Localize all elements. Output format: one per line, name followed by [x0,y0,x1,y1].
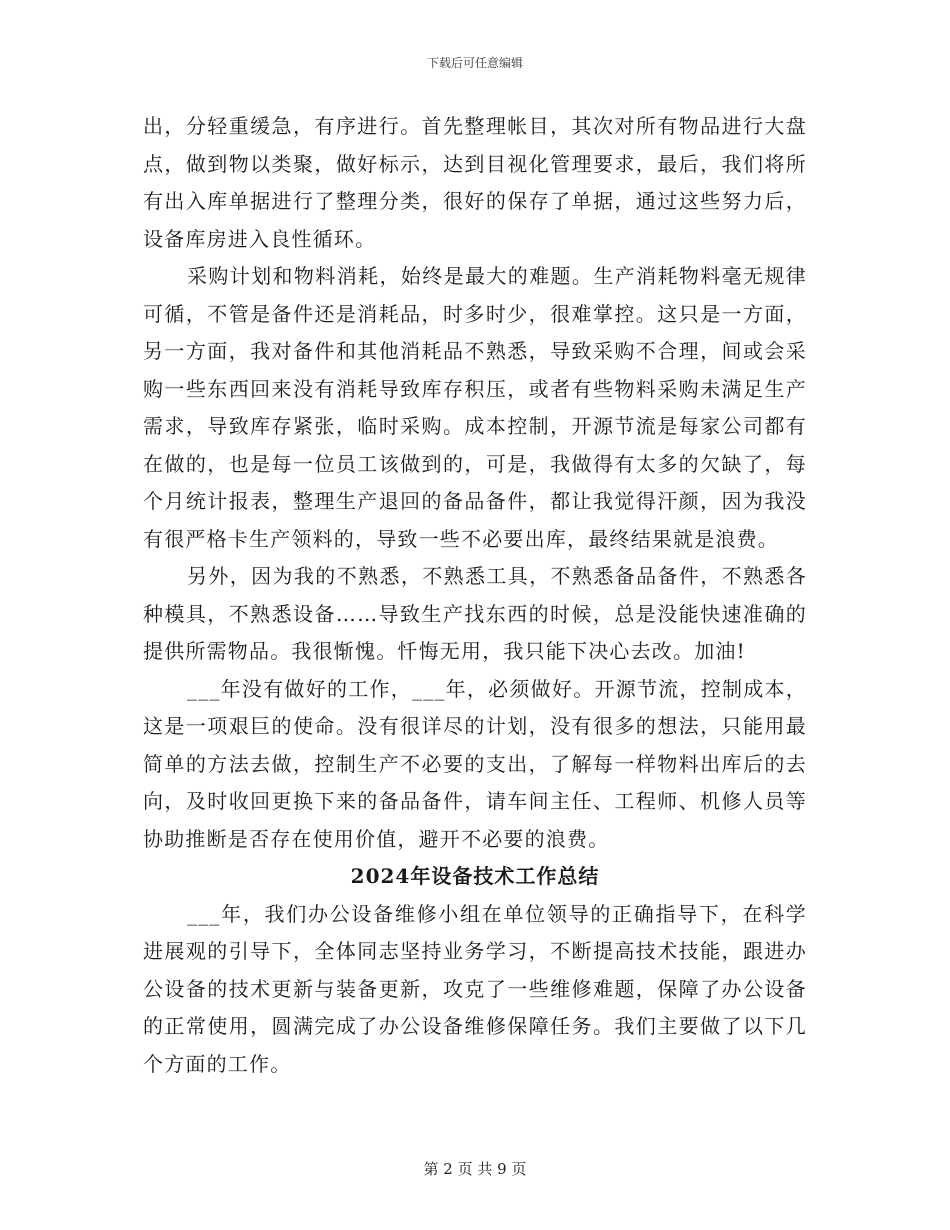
paragraph-unfamiliarity: 另外，因为我的不熟悉，不熟悉工具，不熟悉备品备件，不熟悉各种模具，不熟悉设备……导致生产找东西的时候，总是没能快速准确的提供所需物品。我很惭愧。忏悔无用，我只能下决心去改。加油! [143,564,807,663]
header-note: 下载后可任意编辑 [426,56,523,70]
paragraph-plan: ___年没有做好的工作，___年，必须做好。开源节流，控制成本，这是一项艰巨的使命。没有很详尽的计划，没有很多的想法，只能用最简单的方法去做，控制生产不必要的支出，了解每一样物料出库后的去向，及时收回更换下来的备品备件，请车间主任、工程师、机修人员等协助推断是否存在使用价值，避开不必要的浪费。 [143,676,807,851]
document-body [143,108,807,1083]
paragraph-section-intro: ___年，我们办公设备维修小组在单位领导的正确指导下，在科学进展观的引导下，全体同志坚持业务学习，不断提高技术技能，跟进办公设备的技术更新与装备更新，攻克了一些维修难题，保障了办公设备的正常使用，圆满完成了办公设备维修保障任务。我们主要做了以下几个方面的工作。 [143,901,807,1076]
section-title: 2024年设备技术工作总结 [350,864,600,888]
paragraph-procurement: 采购计划和物料消耗，始终是最大的难题。生产消耗物料毫无规律可循，不管是备件还是消耗品，时多时少，很难掌控。这只是一方面，另一方面，我对备件和其他消耗品不熟悉，导致采购不合理，间或会采购一些东西回来没有消耗导致库存积压，或者有些物料采购未满足生产需求，导致库存紧张，临时采购。成本控制，开源节流是每家公司都有在做的，也是每一位员工该做到的，可是，我做得有太多的欠缺了，每个月统计报表，整理生产退回的备品备件，都让我觉得汗颜，因为我没有很严格卡生产领料的，导致一些不必要出库，最终结果就是浪费。 [143,264,807,551]
paragraph-continuation: 出，分轻重缓急，有序进行。首先整理帐目，其次对所有物品进行大盘点，做到物以类聚，做好标示，达到目视化管理要求，最后，我们将所有出入库单据进行了整理分类，很好的保存了单据，通过这些努力后，设备库房进入良性循环。 [143,114,807,251]
page-number: 第 2 页 共 9 页 [423,1160,527,1178]
